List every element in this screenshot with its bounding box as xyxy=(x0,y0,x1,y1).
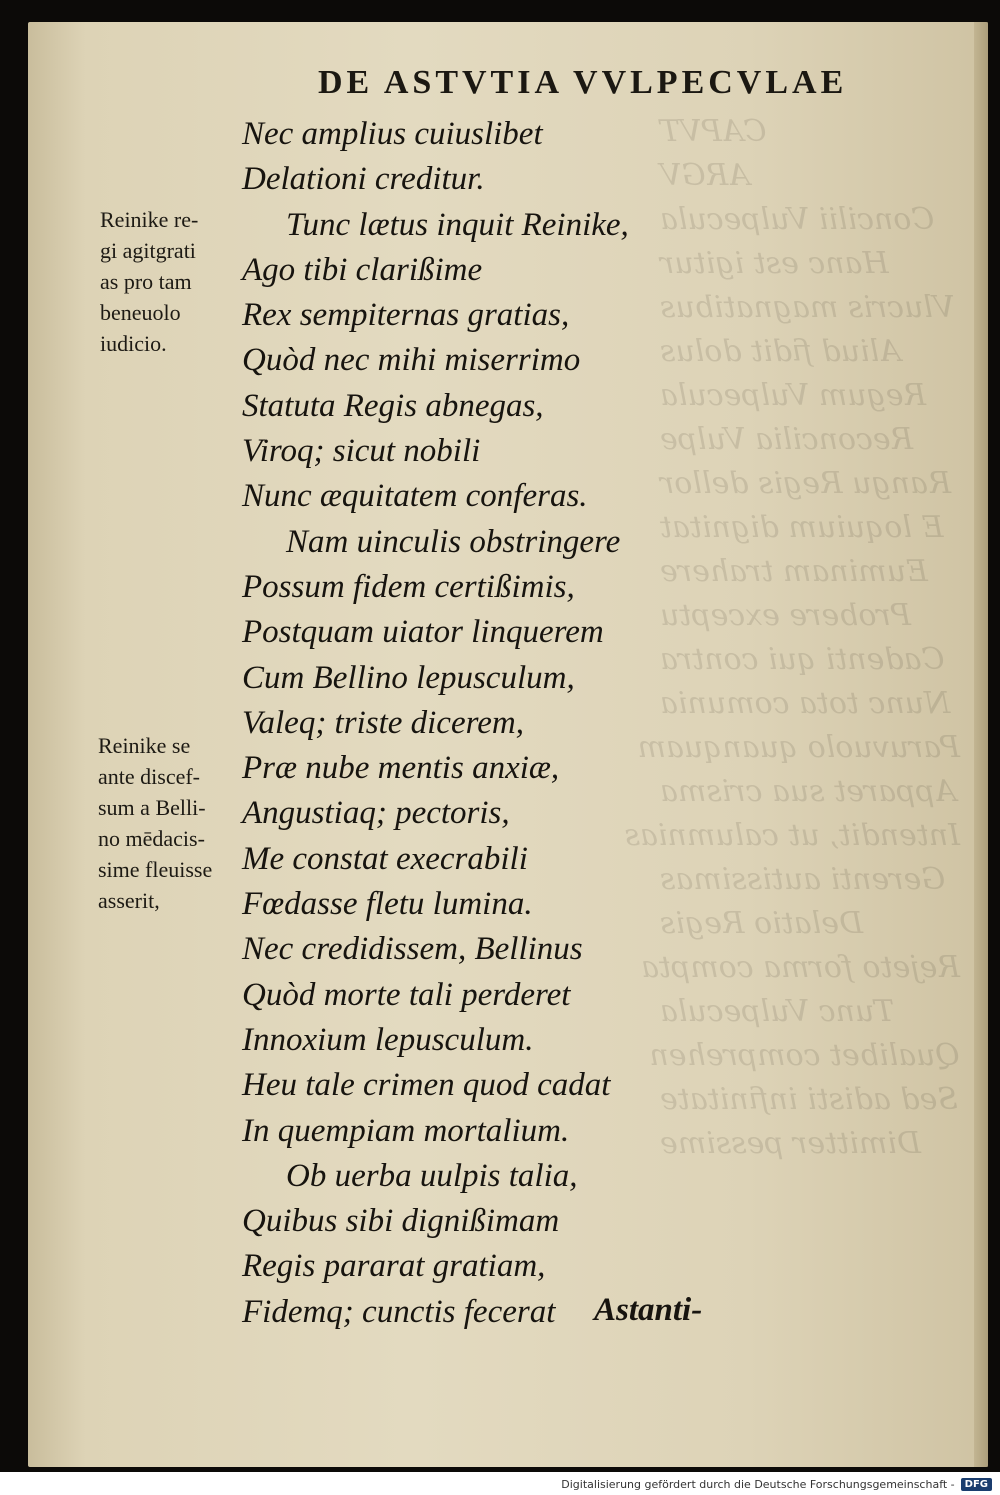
verse-line: Innoxium lepusculum. xyxy=(242,1021,534,1058)
margin-note: Reinike se ante discef- sum a Belli- no mēdacis- sime fleuisse asserit, xyxy=(98,733,213,913)
verse-line: Viroq; sicut nobili xyxy=(242,433,481,470)
verse-line: Quòd morte tali perderet xyxy=(242,976,571,1013)
verse-line: Possum fidem certißimis, xyxy=(242,568,575,605)
verse-line: Fœdasse fletu lumina. xyxy=(242,886,533,923)
verse-line: Rex sempiternas gratias, xyxy=(242,297,570,334)
verse-line: Heu tale crimen quod cadat xyxy=(242,1067,611,1104)
verse-line: In quempiam mortalium. xyxy=(242,1112,570,1149)
verse-line: Angustiaq; pectoris, xyxy=(242,795,510,832)
verse-line: Nec amplius cuiuslibet xyxy=(242,116,543,152)
verse-line: Me constat execrabili xyxy=(242,840,528,877)
footer-text: Digitalisierung gefördert durch die Deutsche Forschungsgemeinschaft - xyxy=(561,1478,955,1491)
verse-line: Quibus sibi dignißimam xyxy=(242,1203,560,1240)
page-edge xyxy=(974,22,988,1467)
verse-line: Ob uerba uulpis talia, xyxy=(286,1157,578,1194)
verse-line: Regis pararat gratiam, xyxy=(242,1248,546,1285)
verse-line: Postquam uiator linquerem xyxy=(242,614,604,651)
margin-note: Reinike re- gi agitgrati as pro tam beneuolo iudicio. xyxy=(100,207,199,356)
verse-line: Statuta Regis abnegas, xyxy=(242,387,544,424)
catchword: Astanti- xyxy=(594,1292,703,1328)
verse-line: Tunc lætus inquit Reinike, xyxy=(286,206,629,243)
running-header: DE ASTVTIA VVLPECVLAE xyxy=(318,64,848,101)
dfg-logo-icon: DFG xyxy=(961,1478,992,1491)
verse-line: Nunc æquitatem conferas. xyxy=(242,478,588,515)
verse-line: Nec credidissem, Bellinus xyxy=(242,931,583,968)
verse-line: Cum Bellino lepusculum, xyxy=(242,659,575,696)
show-through-text: CAPVT ARGV Concilii Vulpecula Hanc est igitur Vlucris magnatibus Aliud fidit dolus Regum Vulpecula Reconcilia Vulpe Rangu Regis dellor E loquium dignitat Euminam trahere Probere exceptu Cadenti qui contra Nunc tota comunia Paruvuolo quanquam Apparet sua crisma Intendit, ut calumnias Gerenti autissimas Delatio Regis Rejeto forma compta Tunc Vulpecula Qualibet comprehen Sed adisti infinitate Dimitter pessime xyxy=(624,114,960,1161)
verse-line: Delationi creditur. xyxy=(242,161,485,198)
verse-line: Ago tibi clarißime xyxy=(242,251,483,288)
verse-line: Nam uinculis obstringere xyxy=(286,523,621,560)
verse-line: Fidemq; cunctis fecerat xyxy=(242,1293,556,1330)
verse-line: Præ nube mentis anxiæ, xyxy=(242,750,560,787)
verse-block xyxy=(242,112,662,1335)
verse-line: Quòd nec mihi miserrimo xyxy=(242,342,581,379)
footer-credit xyxy=(561,1478,992,1491)
verse-line: Valeq; triste dicerem, xyxy=(242,704,524,741)
